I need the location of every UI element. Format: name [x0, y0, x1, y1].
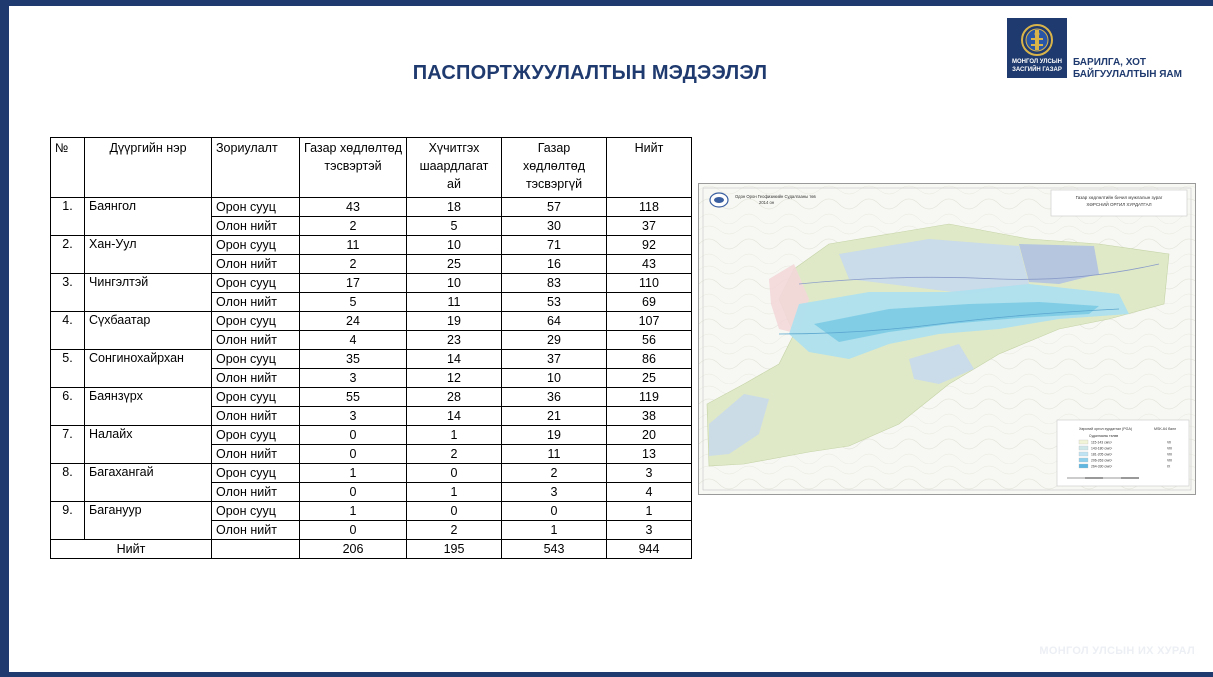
totals-label: Нийт — [51, 540, 212, 559]
suitable-cell: 0 — [300, 521, 407, 540]
suitable-cell: 55 — [300, 388, 407, 407]
total-cell: 4 — [607, 483, 692, 502]
map-org-text-line2: 2014 он — [759, 200, 775, 205]
strengthening-cell: 28 — [407, 388, 502, 407]
unsuitable-cell: 21 — [502, 407, 607, 426]
suitable-cell: 17 — [300, 274, 407, 293]
legend-right-header: MSK-64 балл — [1154, 427, 1177, 431]
header-purpose: Зориулалт — [212, 138, 300, 198]
unsuitable-cell: 57 — [502, 198, 607, 217]
purpose-cell: Орон сууц — [212, 464, 300, 483]
legend-item-label: 206-263 см/с² — [1091, 458, 1113, 463]
table-row — [51, 388, 692, 407]
purpose-cell: Олон нийт — [212, 369, 300, 388]
purpose-cell: Орон сууц — [212, 236, 300, 255]
header-no: № — [51, 138, 85, 198]
header-suitable: Газар хөдлөлтөд тэсвэртэй — [300, 138, 407, 198]
total-cell: 3 — [607, 464, 692, 483]
map-title-line2: ХӨРСНИЙ ОРГИЛ ХУРДАТГАЛ — [1086, 202, 1152, 207]
unsuitable-cell: 36 — [502, 388, 607, 407]
total-cell: 110 — [607, 274, 692, 293]
suitable-cell: 24 — [300, 312, 407, 331]
legend-swatch — [1079, 464, 1088, 468]
suitable-cell: 0 — [300, 426, 407, 445]
strengthening-cell: 0 — [407, 502, 502, 521]
district-name: Сонгинохайрхан — [85, 350, 212, 388]
suitable-cell: 0 — [300, 483, 407, 502]
map-canvas — [699, 184, 1195, 494]
legend-item-score: VII — [1167, 440, 1172, 445]
unsuitable-cell: 3 — [502, 483, 607, 502]
district-name: Багануур — [85, 502, 212, 540]
total-cell: 38 — [607, 407, 692, 426]
purpose-cell: Олон нийт — [212, 255, 300, 274]
frame-bottom-bar — [0, 672, 1213, 677]
unsuitable-cell: 83 — [502, 274, 607, 293]
table-row — [51, 426, 692, 445]
legend-swatch — [1079, 458, 1088, 462]
strengthening-cell: 10 — [407, 236, 502, 255]
suitable-cell: 43 — [300, 198, 407, 217]
legend-title: Хөрсний оргил хурдатгал (PGA) — [1079, 427, 1133, 431]
purpose-cell: Олон нийт — [212, 445, 300, 464]
total-cell: 118 — [607, 198, 692, 217]
ministry-name — [1073, 57, 1203, 81]
total-cell: 119 — [607, 388, 692, 407]
district-name: Чингэлтэй — [85, 274, 212, 312]
table-row — [51, 274, 692, 293]
totals-purpose-empty — [212, 540, 300, 559]
suitable-cell: 4 — [300, 331, 407, 350]
institute-logo-core-icon — [714, 197, 724, 203]
unsuitable-cell: 53 — [502, 293, 607, 312]
total-cell: 1 — [607, 502, 692, 521]
total-cell: 43 — [607, 255, 692, 274]
purpose-cell: Орон сууц — [212, 388, 300, 407]
legend-item-label: 181-205 см/с² — [1091, 452, 1113, 457]
district-no: 1. — [51, 198, 85, 236]
total-cell: 56 — [607, 331, 692, 350]
strengthening-cell: 14 — [407, 350, 502, 369]
unsuitable-cell: 64 — [502, 312, 607, 331]
totals-total: 944 — [607, 540, 692, 559]
legend-item-score: VIII — [1167, 446, 1173, 451]
ministry-line2: БАЙГУУЛАЛТЫН ЯАМ — [1073, 69, 1182, 80]
unsuitable-cell: 71 — [502, 236, 607, 255]
district-name: Багахангай — [85, 464, 212, 502]
purpose-cell: Олон нийт — [212, 331, 300, 350]
district-no: 7. — [51, 426, 85, 464]
frame-top-bar — [0, 0, 1213, 6]
logo-caption-line2: ЗАСГИЙН ГАЗАР — [1012, 67, 1062, 73]
strengthening-cell: 25 — [407, 255, 502, 274]
legend-item-label: 264-330 см/с² — [1091, 464, 1113, 469]
total-cell: 107 — [607, 312, 692, 331]
unsuitable-cell: 30 — [502, 217, 607, 236]
totals-suitable: 206 — [300, 540, 407, 559]
total-cell: 69 — [607, 293, 692, 312]
header-total: Нийт — [607, 138, 692, 198]
suitable-cell: 1 — [300, 502, 407, 521]
unsuitable-cell: 11 — [502, 445, 607, 464]
purpose-cell: Олон нийт — [212, 407, 300, 426]
total-cell: 20 — [607, 426, 692, 445]
parliament-watermark: МОНГОЛ УЛСЫН ИХ ХУРАЛ — [1039, 645, 1195, 657]
purpose-cell: Олон нийт — [212, 521, 300, 540]
strengthening-cell: 1 — [407, 483, 502, 502]
ministry-line1: БАРИЛГА, ХОТ — [1073, 57, 1147, 68]
unsuitable-cell: 16 — [502, 255, 607, 274]
totals-strengthening: 195 — [407, 540, 502, 559]
unsuitable-cell: 2 — [502, 464, 607, 483]
strengthening-cell: 2 — [407, 521, 502, 540]
suitable-cell: 11 — [300, 236, 407, 255]
legend-item-label: 115-143 см/с² — [1091, 440, 1112, 445]
strengthening-cell: 1 — [407, 426, 502, 445]
district-name: Налайх — [85, 426, 212, 464]
district-no: 3. — [51, 274, 85, 312]
header-needs-strengthening: Хүчитгэх шаардлагат ай — [407, 138, 502, 198]
district-no: 5. — [51, 350, 85, 388]
total-cell: 86 — [607, 350, 692, 369]
purpose-cell: Орон сууц — [212, 426, 300, 445]
total-cell: 37 — [607, 217, 692, 236]
strengthening-cell: 12 — [407, 369, 502, 388]
unsuitable-cell: 10 — [502, 369, 607, 388]
strengthening-cell: 0 — [407, 464, 502, 483]
table-row — [51, 198, 692, 217]
total-cell: 3 — [607, 521, 692, 540]
suitable-cell: 35 — [300, 350, 407, 369]
district-no: 9. — [51, 502, 85, 540]
map-org-text-line1: Одон Орон Геофизикийн Судалгааны төв — [735, 194, 816, 199]
legend-item-score: IX — [1167, 464, 1171, 469]
soyombo-emblem-icon — [1020, 22, 1054, 58]
district-name: Хан-Уул — [85, 236, 212, 274]
table-total-row — [51, 540, 692, 559]
suitable-cell: 2 — [300, 255, 407, 274]
legend-item-label: 143-180 см/с² — [1091, 446, 1113, 451]
strengthening-cell: 18 — [407, 198, 502, 217]
strengthening-cell: 23 — [407, 331, 502, 350]
map-title-line1: Газар хөдлөлтийн бичил мужлалын зураг — [1075, 195, 1163, 200]
legend-swatch — [1079, 446, 1088, 450]
table-row — [51, 502, 692, 521]
strengthening-cell: 19 — [407, 312, 502, 331]
strengthening-cell: 10 — [407, 274, 502, 293]
total-cell: 25 — [607, 369, 692, 388]
suitable-cell: 3 — [300, 407, 407, 426]
seismic-zoning-map — [698, 183, 1196, 495]
strengthening-cell: 5 — [407, 217, 502, 236]
table-row — [51, 236, 692, 255]
legend-item-score: VIII — [1167, 452, 1173, 457]
strengthening-cell: 11 — [407, 293, 502, 312]
district-no: 8. — [51, 464, 85, 502]
unsuitable-cell: 0 — [502, 502, 607, 521]
frame-left-bar — [0, 0, 9, 677]
suitable-cell: 3 — [300, 369, 407, 388]
purpose-cell: Орон сууц — [212, 350, 300, 369]
legend-subtitle: Судалгааны төлөв — [1089, 434, 1119, 438]
district-no: 6. — [51, 388, 85, 426]
strengthening-cell: 2 — [407, 445, 502, 464]
unsuitable-cell: 37 — [502, 350, 607, 369]
purpose-cell: Олон нийт — [212, 217, 300, 236]
total-cell: 92 — [607, 236, 692, 255]
purpose-cell: Орон сууц — [212, 198, 300, 217]
table-body — [51, 198, 692, 559]
purpose-cell: Орон сууц — [212, 312, 300, 331]
suitable-cell: 2 — [300, 217, 407, 236]
header-unsuitable: Газар хөдлөлтөд тэсвэргүй — [502, 138, 607, 198]
district-no: 4. — [51, 312, 85, 350]
map-title-block — [1051, 190, 1187, 216]
legend-swatch — [1079, 452, 1088, 456]
table-header-row — [51, 138, 692, 198]
table-row — [51, 464, 692, 483]
purpose-cell: Олон нийт — [212, 483, 300, 502]
suitable-cell: 0 — [300, 445, 407, 464]
passport-table — [50, 137, 692, 559]
legend-swatch — [1079, 440, 1088, 444]
district-name: Баянзүрх — [85, 388, 212, 426]
total-cell: 13 — [607, 445, 692, 464]
table-row — [51, 350, 692, 369]
district-name: Сүхбаатар — [85, 312, 212, 350]
legend-item-score: VIII — [1167, 458, 1173, 463]
unsuitable-cell: 1 — [502, 521, 607, 540]
unsuitable-cell: 19 — [502, 426, 607, 445]
district-no: 2. — [51, 236, 85, 274]
map-legend — [1057, 420, 1189, 486]
logo-caption-line1: МОНГОЛ УЛСЫН — [1012, 59, 1062, 65]
suitable-cell: 5 — [300, 293, 407, 312]
header-district: Дүүргийн нэр — [85, 138, 212, 198]
government-logo — [1007, 18, 1067, 78]
page-title: ПАСПОРТЖУУЛАЛТЫН МЭДЭЭЛЭЛ — [412, 62, 768, 84]
strengthening-cell: 14 — [407, 407, 502, 426]
district-name: Баянгол — [85, 198, 212, 236]
unsuitable-cell: 29 — [502, 331, 607, 350]
table-row — [51, 312, 692, 331]
purpose-cell: Орон сууц — [212, 502, 300, 521]
purpose-cell: Олон нийт — [212, 293, 300, 312]
suitable-cell: 1 — [300, 464, 407, 483]
totals-unsuitable: 543 — [502, 540, 607, 559]
purpose-cell: Орон сууц — [212, 274, 300, 293]
